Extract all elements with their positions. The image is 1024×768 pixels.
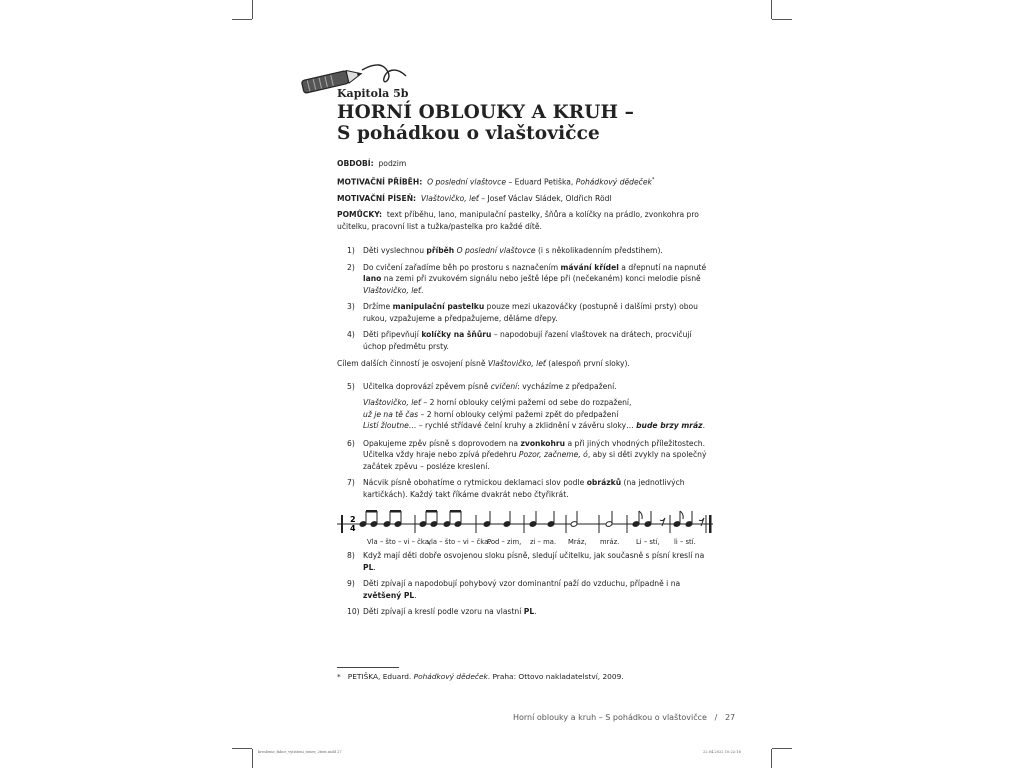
text-run: – napodobují řazení vlaštovek na drátech, procvičují úchop předmětu prsty. <box>363 330 692 351</box>
bold-run: PL <box>523 607 535 617</box>
poem-line <box>363 409 709 421</box>
content <box>337 158 709 623</box>
rhythm-syllable: mráz. <box>600 538 620 547</box>
text-run: – rychlé střídavé čelní kruhy a zklidnění v závěru sloky… <box>416 421 637 431</box>
song-title: Vlaštovičko, leť <box>420 193 479 203</box>
note-beam <box>390 510 401 513</box>
step-text <box>363 439 706 471</box>
field-pomucky <box>337 209 709 232</box>
poem-line <box>363 420 709 432</box>
step-text <box>363 302 698 323</box>
crop-mark <box>232 19 252 20</box>
step-text <box>363 551 704 572</box>
rhythm-staff <box>337 506 717 536</box>
text-run: (i s několikadenním předstihem). <box>535 246 663 256</box>
text-run: Učitelka doprovází zpěvem písně <box>363 381 491 391</box>
text-run: Držíme <box>363 302 393 312</box>
bold-run: lano <box>363 274 382 284</box>
text-run: . <box>373 562 376 572</box>
rhythm-notation <box>337 506 709 546</box>
note-beam <box>366 510 377 513</box>
story-title: O poslední vlaštovce <box>427 177 507 187</box>
poem-line <box>363 397 709 409</box>
step-number: 5) <box>347 381 355 391</box>
text-run: Děti připevňují <box>363 330 422 340</box>
step-list <box>337 550 709 618</box>
bold-run: příběh <box>426 246 455 256</box>
rhythm-syllable: Vla – što – vi – čka, <box>367 538 432 547</box>
list-item <box>337 438 709 473</box>
step-text <box>363 478 685 499</box>
text-run: . <box>702 421 706 431</box>
field-value: podzim <box>378 159 407 168</box>
bold-run: obrázků <box>586 478 622 488</box>
field-pribeh <box>337 175 709 188</box>
text-run: Nácvik písně obohatíme o rytmickou deklamaci slov podle <box>363 478 587 488</box>
italic-run: O poslední vlaštovce <box>454 246 536 256</box>
step-number: 3) <box>347 302 355 312</box>
running-head-title: Horní oblouky a kruh – S pohádkou o vlaštovičce <box>513 713 707 722</box>
list-item <box>337 245 709 257</box>
footnote-author: PETIŠKA, Eduard. <box>347 672 414 681</box>
list-item <box>337 262 709 297</box>
print-slug-date: 22.04.2022 10:22:16 <box>703 750 741 754</box>
eighth-rest <box>699 518 704 526</box>
text-run: Děti zpívají a napodobují pohybový vzor dominantní paží do vzduchu, případně i na <box>363 579 681 589</box>
text-run: Opakujeme zpěv písně s doprovodem na <box>363 438 521 448</box>
list-item <box>337 550 709 573</box>
italic-run: už je na tě čas <box>363 409 419 419</box>
footnote-publisher: . Praha: Ottovo nakladatelství, 2009. <box>487 672 624 681</box>
italic-run: cvičení <box>490 381 518 391</box>
field-pisen <box>337 193 709 205</box>
crop-mark <box>252 0 253 19</box>
field-obdobi <box>337 158 709 170</box>
bold-run: zvonkohru <box>520 438 566 448</box>
text-run: a při jiných vhodných příležitostech. Učitelka vždy hraje nebo zpívá předehru <box>363 438 705 460</box>
page-title <box>337 102 634 144</box>
crop-mark <box>771 749 772 768</box>
book-title: Pohádkový dědeček <box>575 177 652 187</box>
footnote <box>337 672 624 681</box>
movement-poem <box>337 397 709 432</box>
field-label: MOTIVAČNÍ PŘÍBĚH: <box>337 177 423 187</box>
note-beam <box>426 510 437 513</box>
text-run: . <box>534 607 537 617</box>
field-value: text příběhu, lano, manipulační pastelky, šňůra a kolíčky na prádlo, zvonkohra pro učitelku, pracovní list a tužka/pastelka pro každé dítě. <box>337 210 699 231</box>
text-run: . <box>420 285 424 295</box>
rhythm-syllable: Li – stí, <box>636 538 660 547</box>
italic-run: Pozor, začneme, ó <box>518 450 588 460</box>
field-label: POMŮCKY: <box>337 210 383 220</box>
list-item <box>337 329 709 352</box>
bold-run: zvětšený PL <box>363 590 415 600</box>
story-author: – Eduard Petiška, <box>506 177 576 187</box>
text-run: (alespoň první sloky). <box>545 359 630 369</box>
italic-run: Vlaštovičko, leť <box>363 398 421 408</box>
text-run: pouze mezi ukazováčky (postupně i dalšími prsty) obou rukou, vzpažujeme a předpažujeme, děláme dřepy. <box>363 302 698 323</box>
step-number: 9) <box>347 579 355 589</box>
footnote-ref: * <box>651 176 655 183</box>
time-signature-top: 2 <box>350 515 356 525</box>
field-label: MOTIVAČNÍ PÍSEŇ: <box>337 193 417 203</box>
note-beam <box>450 510 461 513</box>
eighth-rest <box>660 518 665 526</box>
step-list <box>337 245 709 352</box>
crop-mark <box>772 19 792 20</box>
barline <box>341 515 343 533</box>
text-run: , aby si děti zvykly na společný začátek zpěvu – posléze kreslení. <box>363 450 707 471</box>
text-run: (na jednotlivých kartičkách). Každý takt říkáme dvakrát nebo čtyřikrát. <box>363 478 685 499</box>
step-list <box>337 381 709 393</box>
italic-run: Listí žloutne… <box>363 421 417 431</box>
text-run: – 2 horní oblouky celými pažemi od sebe do rozpažení, <box>420 398 632 408</box>
step-text <box>363 263 706 295</box>
bold-run: kolíčky na šňůru <box>421 330 492 340</box>
field-label: OBDOBÍ: <box>337 159 374 168</box>
rhythm-syllable: vla – što – vi – čka. <box>427 538 491 547</box>
list-item <box>337 477 709 500</box>
bold-run: PL <box>363 562 374 572</box>
step-text <box>363 607 537 616</box>
step-number: 2) <box>347 262 355 272</box>
footnote-title: Pohádkový dědeček <box>413 672 488 681</box>
time-signature-bottom: 4 <box>350 524 356 534</box>
rhythm-syllable: Pod – zim, <box>487 538 522 547</box>
rhythm-syllable: Mráz, <box>568 538 587 547</box>
rhythm-syllable: li – stí. <box>674 538 696 547</box>
crop-mark <box>772 748 792 749</box>
page-title-line2: S pohádkou o vlaštovičce <box>337 123 600 144</box>
step-text <box>363 246 663 255</box>
text-run: : vycházíme z předpažení. <box>517 381 617 391</box>
step-number: 10) <box>347 607 360 617</box>
rhythm-syllable: zi – ma. <box>530 538 557 547</box>
text-run: Děti vyslechnou <box>363 246 427 256</box>
step-text <box>363 330 692 351</box>
print-slug-file: kresleme_fabce_vytisteni_tenee_2text.indd 27 <box>258 750 342 754</box>
step-number: 4) <box>347 330 355 340</box>
text-run: na zemi při zvukovém signálu nebo ještě lépe při (nečekaném) konci melodie písně <box>381 274 701 284</box>
text-run: Když mají děti dobře osvojenou sloku písně, sledují učitelku, jak současně s písní kreslí na <box>363 551 705 561</box>
italic-run: Vlaštovičko, leť <box>363 285 421 295</box>
final-barline <box>709 515 712 533</box>
crop-mark <box>232 748 252 749</box>
text-run: Do cvičení zařadíme běh po prostoru s naznačením <box>363 262 561 272</box>
step-text <box>363 579 680 600</box>
running-head <box>513 713 735 722</box>
footnote-rule <box>337 667 399 668</box>
running-head-separator: / <box>714 713 718 722</box>
text-run: a dřepnutí na napnuté <box>618 262 707 272</box>
step-number: 6) <box>347 438 355 448</box>
step-text <box>363 382 617 391</box>
text-run: Děti zpívají a kreslí podle vzoru na vlastní <box>363 607 524 617</box>
step-number: 7) <box>347 478 355 488</box>
crop-mark <box>252 749 253 768</box>
song-authors: – Josef Václav Sládek, Oldřich Rödl <box>478 193 612 203</box>
step-number: 8) <box>347 551 355 561</box>
text-run: . <box>414 590 417 600</box>
list-item <box>337 578 709 601</box>
footnote-mark: * <box>337 672 341 681</box>
italic-run: Vlaštovičko, leť <box>487 359 546 369</box>
goal-paragraph <box>337 358 709 370</box>
step-list <box>337 438 709 501</box>
page-number: 27 <box>724 713 736 722</box>
bold-run: manipulační pastelku <box>392 302 485 312</box>
chapter-label: Kapitola 5b <box>337 87 409 100</box>
list-item <box>337 301 709 324</box>
step-number: 1) <box>347 246 355 256</box>
list-item <box>337 381 709 393</box>
list-item <box>337 606 709 618</box>
bold-run: mávání křídel <box>560 262 619 272</box>
italic-run: bude brzy mráz <box>636 421 703 431</box>
page-title-line1: HORNÍ OBLOUKY A KRUH – <box>337 102 634 123</box>
text-run: – 2 horní oblouky celými pažemi zpět do předpažení <box>418 409 619 419</box>
text-run: Cílem dalších činností je osvojení písně <box>337 359 488 369</box>
crop-mark <box>771 0 772 19</box>
